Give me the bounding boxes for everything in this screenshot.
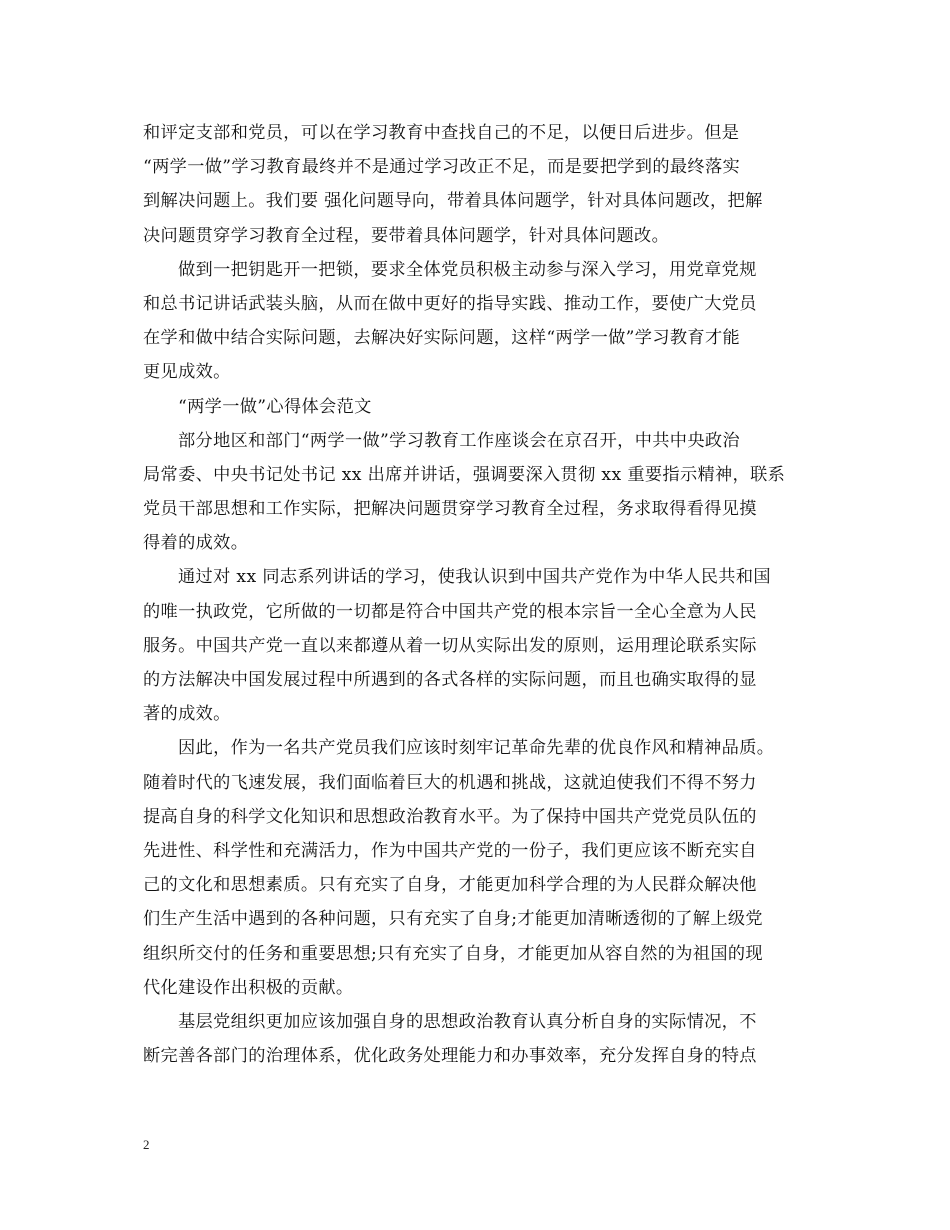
paragraph-line: 断完善各部门的治理体系，优化政务处理能力和办事效率，充分发挥自身的特点	[143, 1046, 757, 1067]
paragraph	[143, 731, 813, 1005]
paragraph-line: 的唯一执政党，它所做的一切都是符合中国共产党的根本宗旨一全心全意为人民	[143, 601, 757, 622]
document-body	[143, 116, 813, 1073]
paragraph-line: 随着时代的飞速发展，我们面临着巨大的机遇和挑战，这就迫使我们不得不努力	[143, 772, 757, 793]
paragraph-line: 和总书记讲话武装头脑，从而在做中更好的指导实践、推动工作，要使广大党员	[143, 293, 757, 314]
paragraph-line: 组织所交付的任务和重要思想;只有充实了自身，才能更加从容自然的为祖国的现	[143, 943, 763, 964]
paragraph	[143, 390, 813, 424]
paragraph-line: 的方法解决中国发展过程中所遇到的各式各样的实际问题，而且也确实取得的显	[143, 670, 757, 690]
paragraph	[143, 1005, 813, 1073]
paragraph-line: 服务。中国共产党一直以来都遵从着一切从实际出发的原则，运用理论联系实际	[143, 635, 757, 656]
paragraph	[143, 424, 813, 561]
paragraph	[143, 253, 813, 390]
paragraph-line: 基层党组织更加应该加强自身的思想政治教育认真分析自身的实际情况，不	[178, 1011, 757, 1032]
paragraph-line: 著的成效。	[143, 704, 231, 725]
paragraph-line: 决问题贯穿学习教育全过程，要带着具体问题学，针对具体问题改。	[143, 225, 670, 246]
paragraph	[143, 560, 813, 731]
paragraph-line: 和评定支部和党员，可以在学习教育中查找自己的不足，以便日后进步。但是	[143, 123, 740, 143]
paragraph-line: “两学一做”学习教育最终并不是通过学习改正不足，而是要把学到的最终落实	[143, 157, 741, 178]
page-number: 2	[143, 1137, 150, 1152]
paragraph-line: 部分地区和部门“两学一做”学习教育工作座谈会在京召开，中共中央政治	[178, 430, 740, 451]
paragraph-line: “两学一做”心得体会范文	[178, 396, 372, 417]
paragraph-line: 局常委、中央书记处书记 xx 出席并讲话，强调要深入贯彻 xx 重要指示精神，联系	[143, 464, 786, 485]
paragraph-line: 通过对 xx 同志系列讲话的学习，使我认识到中国共产党作为中华人民共和国	[178, 567, 771, 588]
paragraph-line: 党员干部思想和工作实际，把解决问题贯穿学习教育全过程，务求取得看得见摸	[143, 499, 757, 520]
paragraph-line: 因此，作为一名共产党员我们应该时刻牢记革命先辈的优良作风和精神品质。	[178, 738, 775, 759]
paragraph-line: 在学和做中结合实际问题，去解决好实际问题，这样“两学一做”学习教育才能	[143, 328, 741, 349]
paragraph-line: 更见成效。	[143, 362, 231, 383]
paragraph-line: 提高自身的科学文化知识和思想政治教育水平。为了保持中国共产党党员队伍的	[143, 806, 757, 827]
paragraph-line: 做到一把钥匙开一把锁，要求全体党员积极主动参与深入学习，用党章党规	[178, 259, 757, 280]
paragraph-line: 们生产生活中遇到的各种问题，只有充实了自身;才能更加清晰透彻的了解上级党	[143, 909, 763, 930]
paragraph-line: 到解决问题上。我们要 强化问题导向，带着具体问题学，针对具体问题改，把解	[143, 191, 763, 212]
paragraph	[143, 116, 813, 253]
paragraph-line: 先进性、科学性和充满活力，作为中国共产党的一份子，我们更应该不断充实自	[143, 840, 757, 861]
paragraph-line: 己的文化和思想素质。只有充实了自身，才能更加科学合理的为人民群众解决他	[143, 875, 757, 896]
paragraph-line: 得着的成效。	[143, 533, 249, 554]
paragraph-line: 代化建设作出积极的贡献。	[143, 977, 354, 998]
